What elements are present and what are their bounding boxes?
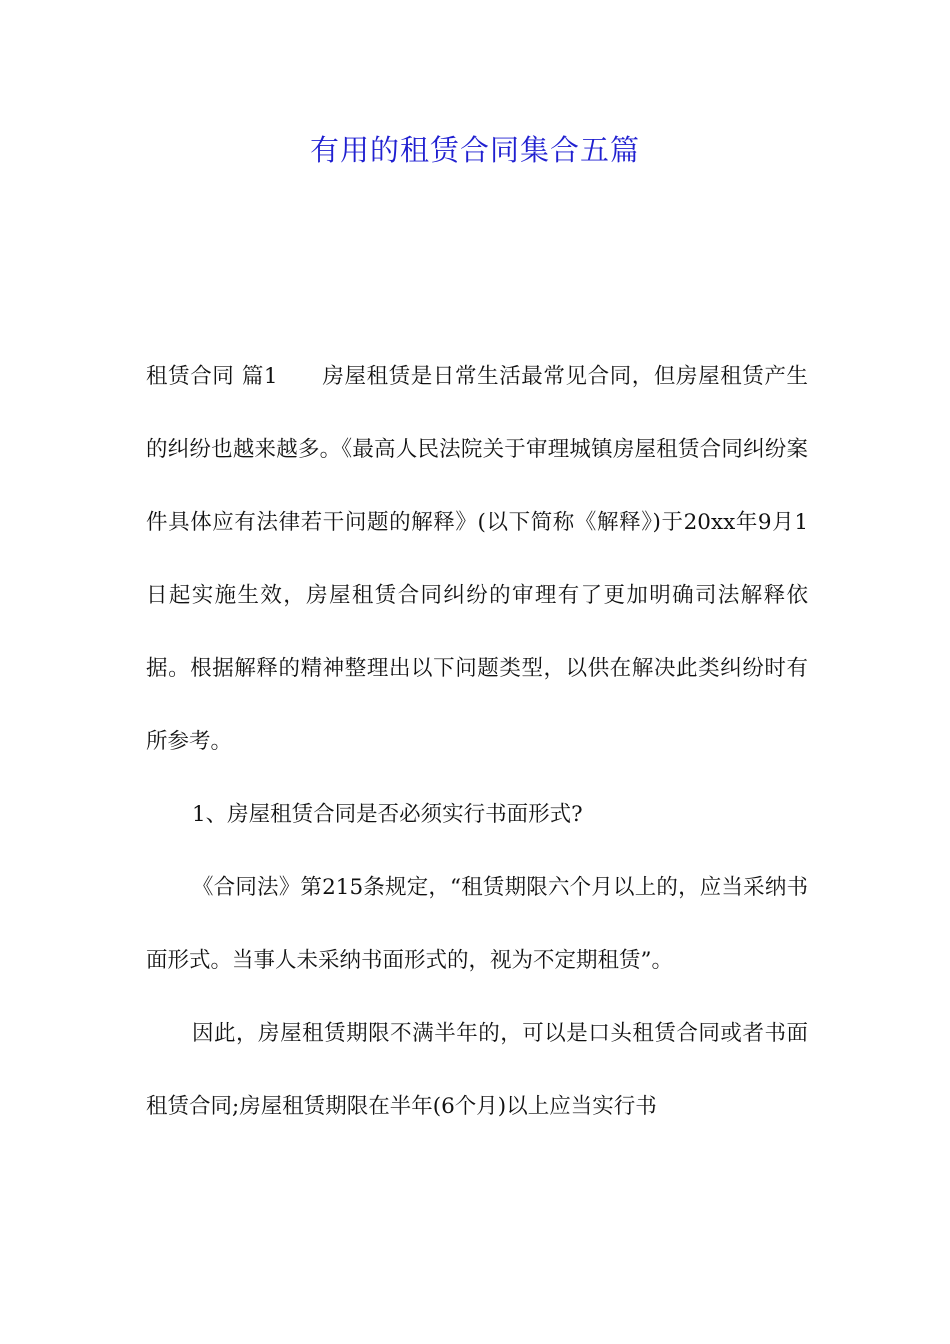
paragraph-conclusion: 因此，房屋租赁期限不满半年的，可以是口头租赁合同或者书面租赁合同;房屋租赁期限在半年(6个月)以上应当实行书 [146, 1021, 808, 1119]
paragraph-intro: 租赁合同 篇1 房屋租赁是日常生活最常见合同，但房屋租赁产生的纠纷也越来越多。《最高人民法院关于审理城镇房屋租赁合同纠纷案件具体应有法律若干问题的解释》(以下简称《解释》)于20xx年9月1日起实施生效，房屋租赁合同纠纷的审理有了更加明确司法解释依据。根据解释的精神整理出以下问题类型，以供在解决此类纠纷时有所参考。 [146, 364, 808, 754]
document-body [146, 340, 808, 1143]
paragraph-law-quote: 《合同法》第215条规定，“租赁期限六个月以上的，应当采纳书面形式。当事人未采纳书面形式的，视为不定期租赁”。 [146, 875, 808, 973]
paragraph-question-1: 1、房屋租赁合同是否必须实行书面形式? [192, 802, 583, 827]
document-title: 有用的租赁合同集合五篇 [309, 133, 640, 167]
